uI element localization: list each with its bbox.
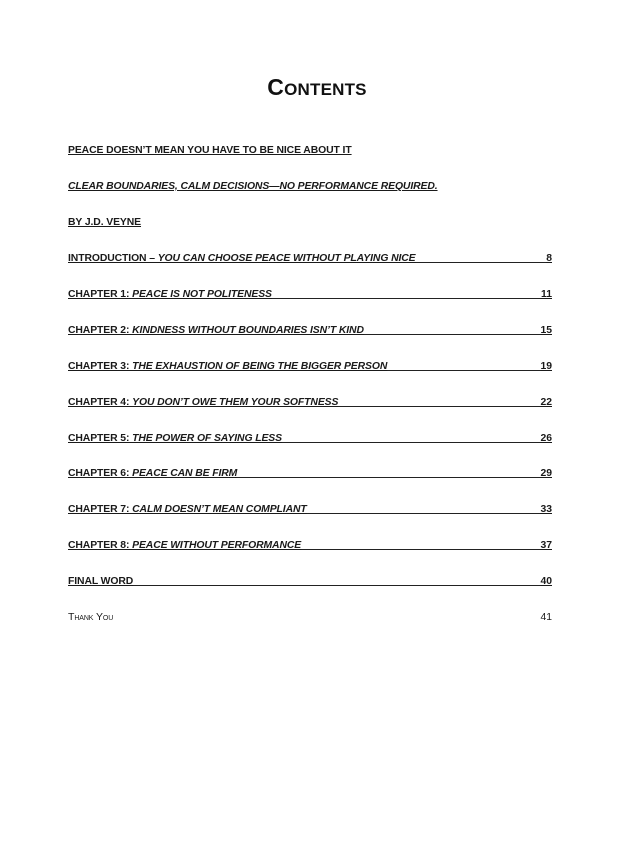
entry-title: PEACE WITHOUT PERFORMANCE: [132, 540, 302, 551]
page-number: 37: [540, 540, 552, 551]
page-title: [0, 74, 634, 101]
entry-prefix: CHAPTER 1:: [68, 289, 133, 300]
entry-prefix: CHAPTER 7:: [68, 504, 133, 515]
page-number: 11: [541, 289, 552, 300]
entry-prefix: FINAL WORD: [68, 576, 134, 587]
page-number: 19: [540, 361, 552, 372]
page-number: 26: [540, 433, 552, 444]
book-title-line[interactable]: [68, 138, 552, 158]
page-number: 22: [540, 397, 552, 408]
page-number: 15: [540, 325, 552, 336]
page-number: 8: [546, 253, 552, 264]
leader-line: [68, 585, 552, 586]
toc-entry-chapter-5[interactable]: [68, 426, 552, 446]
author-line[interactable]: [68, 210, 552, 230]
book-subtitle: CLEAR BOUNDARIES, CALM DECISIONS—NO PERFORMANCE REQUIRED.: [68, 181, 438, 192]
toc-entry-chapter-1[interactable]: [68, 282, 552, 302]
entry-title: YOU CAN CHOOSE PEACE WITHOUT PLAYING NICE: [157, 253, 416, 264]
toc-entry-chapter-3[interactable]: [68, 354, 552, 374]
book-title: PEACE DOESN’T MEAN YOU HAVE TO BE NICE ABOUT IT: [68, 145, 352, 156]
entry-prefix: CHAPTER 6:: [68, 468, 133, 479]
toc-entry-chapter-2[interactable]: [68, 318, 552, 338]
entry-title: YOU DON’T OWE THEM YOUR SOFTNESS: [132, 397, 339, 408]
toc-entry-final-word[interactable]: [68, 569, 552, 589]
toc-entry-introduction[interactable]: [68, 246, 552, 266]
entry-prefix: CHAPTER 5:: [68, 433, 133, 444]
toc-entry-thank-you[interactable]: [68, 605, 552, 625]
page-number: 40: [540, 576, 552, 587]
entry-title: THE EXHAUSTION OF BEING THE BIGGER PERSON: [132, 361, 388, 372]
entry-title: PEACE IS NOT POLITENESS: [132, 289, 272, 300]
toc-entry-chapter-7[interactable]: [68, 497, 552, 517]
entry-prefix: INTRODUCTION –: [68, 253, 158, 264]
page-number: 41: [540, 612, 552, 623]
entry-title: KINDNESS WITHOUT BOUNDARIES ISN’T KIND: [132, 325, 364, 336]
entry-prefix: CHAPTER 4:: [68, 397, 133, 408]
book-subtitle-line[interactable]: [68, 174, 552, 194]
entry-title: PEACE CAN BE FIRM: [132, 468, 238, 479]
entry-prefix: CHAPTER 2:: [68, 325, 133, 336]
entry-title: THE POWER OF SAYING LESS: [132, 433, 282, 444]
title-rest: ONTENTS: [284, 80, 367, 99]
entry-title: Thank You: [68, 611, 114, 623]
entry-prefix: CHAPTER 3:: [68, 361, 133, 372]
title-initial: C: [267, 74, 285, 100]
toc-entry-chapter-6[interactable]: [68, 461, 552, 481]
toc-entry-chapter-8[interactable]: [68, 533, 552, 553]
toc-entry-chapter-4[interactable]: [68, 390, 552, 410]
page-number: 29: [540, 468, 552, 479]
page-number: 33: [540, 504, 552, 515]
entry-title: CALM DOESN’T MEAN COMPLIANT: [132, 504, 307, 515]
entry-prefix: CHAPTER 8:: [68, 540, 133, 551]
author-name: BY J.D. VEYNE: [68, 217, 142, 228]
